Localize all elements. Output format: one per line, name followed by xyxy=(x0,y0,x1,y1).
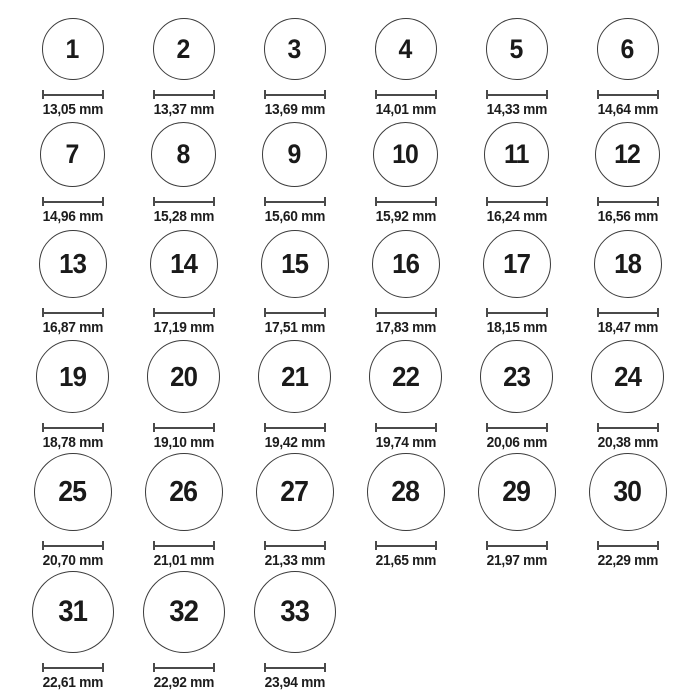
diameter-ruler xyxy=(486,197,548,206)
ruler-right-tick xyxy=(435,90,437,99)
diameter-ruler xyxy=(375,90,437,99)
diameter-label: 18,47 mm xyxy=(597,320,658,336)
diameter-label: 20,70 mm xyxy=(42,553,103,569)
diameter-label: 15,92 mm xyxy=(375,209,436,225)
ring-size-number: 6 xyxy=(621,33,634,64)
ring-circle xyxy=(143,571,225,653)
ruler-line xyxy=(155,667,213,669)
ruler-right-tick xyxy=(657,90,659,99)
diameter-ruler xyxy=(375,541,437,550)
diameter-ruler xyxy=(42,308,104,317)
ruler-line xyxy=(599,312,657,314)
diameter-ruler xyxy=(153,308,215,317)
ruler-right-tick xyxy=(102,197,104,206)
ring-circle xyxy=(256,453,334,531)
ruler-right-tick xyxy=(324,663,326,672)
ring-circle xyxy=(369,340,442,413)
ring-size-number: 30 xyxy=(613,475,642,508)
ring-circle xyxy=(32,571,114,653)
diameter-ruler xyxy=(486,423,548,432)
diameter-ruler xyxy=(597,541,659,550)
ring-size-number: 14 xyxy=(170,248,197,279)
ring-size-cell xyxy=(572,118,683,225)
ring-size-cell xyxy=(461,225,572,336)
diameter-label: 14,64 mm xyxy=(597,102,658,118)
ring-circle xyxy=(42,18,104,80)
ring-size-number: 4 xyxy=(399,33,412,64)
ruler-line xyxy=(266,94,324,96)
ruler-line xyxy=(488,94,546,96)
ruler-right-tick xyxy=(324,308,326,317)
ruler-line xyxy=(44,427,102,429)
ring-size-cell xyxy=(17,118,128,225)
ruler-right-tick xyxy=(657,308,659,317)
ring-size-number: 7 xyxy=(66,139,79,169)
diameter-ruler xyxy=(597,423,659,432)
ruler-line xyxy=(599,94,657,96)
ring-size-number: 2 xyxy=(177,33,190,64)
ring-circle xyxy=(151,122,216,187)
ruler-right-tick xyxy=(546,308,548,317)
ring-size-number: 9 xyxy=(288,139,301,169)
ring-size-row xyxy=(17,225,683,336)
diameter-ruler xyxy=(42,90,104,99)
diameter-label: 21,01 mm xyxy=(153,553,214,569)
ruler-right-tick xyxy=(435,423,437,432)
diameter-label: 18,78 mm xyxy=(42,435,103,451)
ring-size-number: 13 xyxy=(59,248,86,279)
diameter-label: 16,56 mm xyxy=(597,209,658,225)
ring-circle xyxy=(373,122,438,187)
ring-circle xyxy=(484,122,549,187)
ring-circle xyxy=(36,340,109,413)
ring-size-row xyxy=(17,569,683,691)
ring-circle xyxy=(254,571,336,653)
ruler-line xyxy=(155,427,213,429)
ruler-line xyxy=(44,94,102,96)
ring-size-cell xyxy=(128,569,239,691)
ring-circle xyxy=(145,453,223,531)
diameter-label: 14,33 mm xyxy=(486,102,547,118)
ring-size-number: 18 xyxy=(614,248,641,279)
ruler-right-tick xyxy=(102,663,104,672)
ruler-right-tick xyxy=(213,423,215,432)
diameter-label: 16,87 mm xyxy=(42,320,103,336)
ruler-right-tick xyxy=(546,197,548,206)
ring-size-cell xyxy=(128,14,239,118)
ruler-right-tick xyxy=(102,541,104,550)
ring-size-row xyxy=(17,451,683,569)
ring-size-number: 11 xyxy=(504,139,529,169)
diameter-label: 14,96 mm xyxy=(42,209,103,225)
ring-size-cell xyxy=(461,451,572,569)
diameter-ruler xyxy=(264,541,326,550)
ruler-line xyxy=(155,545,213,547)
diameter-ruler xyxy=(264,663,326,672)
ring-circle xyxy=(39,230,107,298)
ring-circle xyxy=(595,122,660,187)
ruler-right-tick xyxy=(324,197,326,206)
diameter-ruler xyxy=(264,308,326,317)
ring-size-cell xyxy=(17,569,128,691)
ring-circle xyxy=(480,340,553,413)
ring-size-cell xyxy=(350,451,461,569)
ring-size-cell xyxy=(128,225,239,336)
ruler-line xyxy=(599,545,657,547)
ring-circle xyxy=(261,230,329,298)
ring-size-cell xyxy=(350,225,461,336)
ring-size-cell xyxy=(128,336,239,451)
ruler-right-tick xyxy=(657,423,659,432)
ring-size-row xyxy=(17,14,683,118)
ring-size-number: 27 xyxy=(280,475,309,508)
diameter-label: 17,19 mm xyxy=(153,320,214,336)
diameter-label: 19,10 mm xyxy=(153,435,214,451)
diameter-label: 23,94 mm xyxy=(264,675,325,691)
ruler-right-tick xyxy=(435,541,437,550)
ring-size-cell xyxy=(572,336,683,451)
ring-size-number: 32 xyxy=(169,595,198,628)
ring-size-cell xyxy=(17,336,128,451)
ring-size-cell xyxy=(350,336,461,451)
ring-size-row xyxy=(17,336,683,451)
diameter-ruler xyxy=(153,90,215,99)
ring-size-number: 29 xyxy=(502,475,531,508)
diameter-ruler xyxy=(42,197,104,206)
ruler-right-tick xyxy=(546,90,548,99)
ring-circle xyxy=(589,453,667,531)
ring-size-number: 1 xyxy=(66,33,79,64)
diameter-ruler xyxy=(375,308,437,317)
ring-size-cell xyxy=(461,118,572,225)
ruler-right-tick xyxy=(102,423,104,432)
ruler-line xyxy=(377,545,435,547)
ruler-line xyxy=(599,427,657,429)
ring-circle xyxy=(478,453,556,531)
ring-size-cell xyxy=(128,118,239,225)
diameter-label: 16,24 mm xyxy=(486,209,547,225)
ring-size-number: 8 xyxy=(177,139,190,169)
ring-size-number: 15 xyxy=(281,248,308,279)
ring-circle xyxy=(483,230,551,298)
ring-size-number: 23 xyxy=(503,360,530,392)
diameter-ruler xyxy=(153,541,215,550)
diameter-ruler xyxy=(375,423,437,432)
ruler-line xyxy=(488,545,546,547)
ring-circle xyxy=(486,18,548,80)
ruler-right-tick xyxy=(546,541,548,550)
ring-size-cell xyxy=(239,569,350,691)
ring-size-number: 22 xyxy=(392,360,419,392)
ruler-right-tick xyxy=(546,423,548,432)
diameter-label: 19,42 mm xyxy=(264,435,325,451)
ruler-line xyxy=(377,201,435,203)
ruler-right-tick xyxy=(435,308,437,317)
ruler-line xyxy=(488,201,546,203)
ring-size-cell xyxy=(17,451,128,569)
ring-size-number: 24 xyxy=(614,360,641,392)
ring-size-number: 28 xyxy=(391,475,420,508)
diameter-label: 14,01 mm xyxy=(375,102,436,118)
ring-size-cell xyxy=(350,118,461,225)
ring-size-cell xyxy=(461,336,572,451)
ruler-line xyxy=(155,94,213,96)
ring-size-number: 20 xyxy=(170,360,197,392)
diameter-ruler xyxy=(153,423,215,432)
diameter-ruler xyxy=(264,197,326,206)
diameter-label: 15,60 mm xyxy=(264,209,325,225)
diameter-label: 22,92 mm xyxy=(153,675,214,691)
ring-size-number: 26 xyxy=(169,475,198,508)
ruler-right-tick xyxy=(213,90,215,99)
ring-size-number: 33 xyxy=(280,595,309,628)
ring-circle xyxy=(597,18,659,80)
ruler-right-tick xyxy=(657,541,659,550)
ring-size-number: 3 xyxy=(288,33,301,64)
ruler-line xyxy=(44,312,102,314)
ruler-right-tick xyxy=(213,197,215,206)
ring-size-cell xyxy=(17,14,128,118)
diameter-ruler xyxy=(42,663,104,672)
diameter-ruler xyxy=(597,197,659,206)
ring-circle xyxy=(372,230,440,298)
ring-size-number: 16 xyxy=(392,248,419,279)
ruler-right-tick xyxy=(435,197,437,206)
ruler-right-tick xyxy=(657,197,659,206)
diameter-ruler xyxy=(597,308,659,317)
diameter-label: 22,29 mm xyxy=(597,553,658,569)
ruler-line xyxy=(266,312,324,314)
ruler-line xyxy=(155,201,213,203)
diameter-ruler xyxy=(597,90,659,99)
diameter-label: 13,69 mm xyxy=(264,102,325,118)
ruler-line xyxy=(155,312,213,314)
ruler-line xyxy=(266,545,324,547)
ring-size-cell xyxy=(239,225,350,336)
diameter-label: 17,51 mm xyxy=(264,320,325,336)
diameter-label: 15,28 mm xyxy=(153,209,214,225)
ruler-right-tick xyxy=(102,90,104,99)
ring-size-cell xyxy=(572,451,683,569)
diameter-ruler xyxy=(153,663,215,672)
ring-circle xyxy=(367,453,445,531)
diameter-label: 13,05 mm xyxy=(42,102,103,118)
ring-circle xyxy=(153,18,215,80)
ring-size-cell xyxy=(239,451,350,569)
ruler-line xyxy=(377,427,435,429)
diameter-label: 22,61 mm xyxy=(42,675,103,691)
diameter-label: 19,74 mm xyxy=(375,435,436,451)
ring-circle xyxy=(262,122,327,187)
ruler-right-tick xyxy=(213,308,215,317)
ruler-right-tick xyxy=(324,90,326,99)
diameter-ruler xyxy=(486,90,548,99)
ring-circle xyxy=(591,340,664,413)
ruler-line xyxy=(377,312,435,314)
ring-circle xyxy=(150,230,218,298)
diameter-ruler xyxy=(486,541,548,550)
diameter-label: 20,06 mm xyxy=(486,435,547,451)
ring-size-cell xyxy=(128,451,239,569)
ring-size-cell xyxy=(239,336,350,451)
ring-size-cell xyxy=(572,14,683,118)
ring-size-number: 12 xyxy=(614,139,641,169)
ruler-line xyxy=(488,427,546,429)
diameter-label: 13,37 mm xyxy=(153,102,214,118)
ruler-line xyxy=(266,427,324,429)
diameter-ruler xyxy=(264,90,326,99)
ring-circle xyxy=(375,18,437,80)
diameter-ruler xyxy=(264,423,326,432)
ring-size-cell xyxy=(572,225,683,336)
ring-size-cell xyxy=(239,14,350,118)
ruler-right-tick xyxy=(213,541,215,550)
diameter-label: 17,83 mm xyxy=(375,320,436,336)
ruler-line xyxy=(44,201,102,203)
ring-size-cell xyxy=(350,14,461,118)
ruler-right-tick xyxy=(324,541,326,550)
ring-size-number: 17 xyxy=(503,248,530,279)
ruler-line xyxy=(599,201,657,203)
ruler-line xyxy=(377,94,435,96)
ring-size-number: 21 xyxy=(281,360,308,392)
ring-size-number: 19 xyxy=(59,360,86,392)
diameter-label: 21,65 mm xyxy=(375,553,436,569)
ring-circle xyxy=(34,453,112,531)
ring-size-cell xyxy=(239,118,350,225)
ring-size-number: 25 xyxy=(58,475,87,508)
diameter-ruler xyxy=(486,308,548,317)
diameter-ruler xyxy=(42,423,104,432)
diameter-ruler xyxy=(42,541,104,550)
diameter-label: 21,97 mm xyxy=(486,553,547,569)
ring-size-row xyxy=(17,118,683,225)
ring-circle xyxy=(40,122,105,187)
ring-circle xyxy=(594,230,662,298)
ring-size-number: 5 xyxy=(510,33,523,64)
ring-size-number: 31 xyxy=(58,595,87,628)
ring-circle xyxy=(264,18,326,80)
ruler-line xyxy=(266,667,324,669)
ruler-line xyxy=(266,201,324,203)
ruler-line xyxy=(44,667,102,669)
ruler-right-tick xyxy=(213,663,215,672)
ring-circle xyxy=(147,340,220,413)
diameter-label: 20,38 mm xyxy=(597,435,658,451)
diameter-ruler xyxy=(153,197,215,206)
ring-size-cell xyxy=(17,225,128,336)
ring-size-number: 10 xyxy=(392,139,419,169)
ring-circle xyxy=(258,340,331,413)
ruler-right-tick xyxy=(102,308,104,317)
diameter-label: 21,33 mm xyxy=(264,553,325,569)
ruler-right-tick xyxy=(324,423,326,432)
ring-size-cell xyxy=(461,14,572,118)
ruler-line xyxy=(44,545,102,547)
ruler-line xyxy=(488,312,546,314)
diameter-label: 18,15 mm xyxy=(486,320,547,336)
diameter-ruler xyxy=(375,197,437,206)
